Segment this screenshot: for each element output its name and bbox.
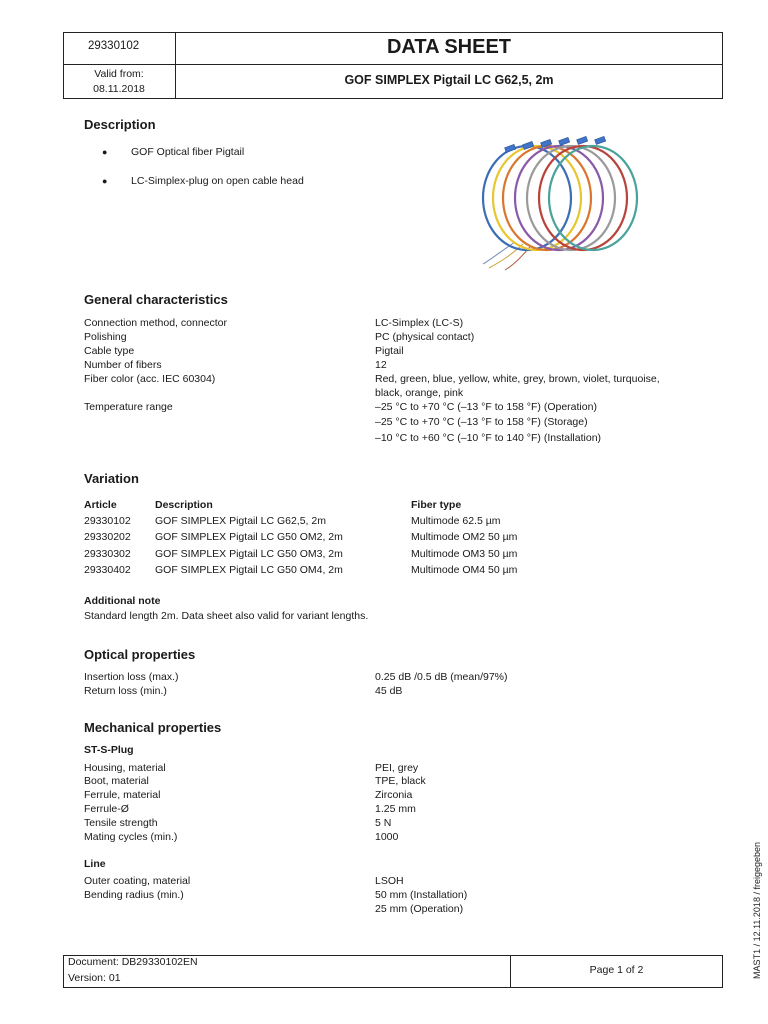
property-value: –25 °C to +70 °C (–13 °F to 158 °F) (Storage) bbox=[375, 416, 588, 428]
variant-fiber-type: Multimode OM4 50 µm bbox=[411, 564, 518, 576]
additional-note-text: Standard length 2m. Data sheet also valid for variant lengths. bbox=[84, 610, 369, 622]
property-label: Return loss (min.) bbox=[84, 685, 167, 697]
column-header-description: Description bbox=[155, 499, 213, 511]
property-value: 25 mm (Operation) bbox=[375, 903, 464, 915]
property-value: 50 mm (Installation) bbox=[375, 889, 468, 901]
section-heading-optical: Optical properties bbox=[84, 647, 196, 662]
product-name: GOF SIMPLEX Pigtail LC G62,5, 2m bbox=[344, 73, 554, 87]
property-value: PC (physical contact) bbox=[375, 331, 475, 343]
fiber-coil bbox=[503, 146, 591, 250]
property-label: Number of fibers bbox=[84, 359, 162, 371]
property-value: 1.25 mm bbox=[375, 803, 416, 815]
fiber-pigtail-image bbox=[475, 132, 645, 272]
variant-description: GOF SIMPLEX Pigtail LC G62,5, 2m bbox=[155, 515, 326, 527]
document-version: Version: 01 bbox=[68, 972, 121, 984]
section-heading-general: General characteristics bbox=[84, 292, 228, 307]
property-label: Outer coating, material bbox=[84, 875, 191, 887]
article-number: 29330102 bbox=[88, 40, 140, 52]
lc-connector bbox=[505, 144, 516, 152]
variant-fiber-type: Multimode OM2 50 µm bbox=[411, 531, 518, 543]
property-value: 12 bbox=[375, 359, 387, 371]
property-label: Mating cycles (min.) bbox=[84, 831, 178, 843]
additional-note-heading: Additional note bbox=[84, 595, 161, 607]
property-value: 45 dB bbox=[375, 685, 403, 697]
lc-connector bbox=[595, 136, 606, 144]
valid-from-label: Valid from: bbox=[94, 68, 144, 80]
variant-description: GOF SIMPLEX Pigtail LC G50 OM4, 2m bbox=[155, 564, 343, 576]
description-bullet: GOF Optical fiber Pigtail bbox=[131, 146, 245, 158]
property-label: Ferrule-Ø bbox=[84, 803, 129, 815]
property-label: Polishing bbox=[84, 331, 127, 343]
valid-from-date: 08.11.2018 bbox=[93, 83, 145, 95]
property-label: Connection method, connector bbox=[84, 317, 228, 329]
property-value: Pigtail bbox=[375, 345, 404, 357]
variant-description: GOF SIMPLEX Pigtail LC G50 OM2, 2m bbox=[155, 531, 343, 543]
fiber-coil bbox=[493, 146, 581, 250]
variant-article: 29330102 bbox=[84, 515, 131, 527]
property-value: Zirconia bbox=[375, 789, 413, 801]
bullet-icon: ● bbox=[102, 147, 108, 157]
property-value: 0.25 dB /0.5 dB (mean/97%) bbox=[375, 671, 508, 683]
column-header-fiber-type: Fiber type bbox=[411, 499, 462, 511]
variant-article: 29330302 bbox=[84, 548, 131, 560]
property-value: –25 °C to +70 °C (–13 °F to 158 °F) (Operation) bbox=[375, 401, 597, 413]
property-value: LC-Simplex (LC-S) bbox=[375, 317, 464, 329]
description-bullet: LC-Simplex-plug on open cable head bbox=[131, 175, 304, 187]
property-value: 5 N bbox=[375, 817, 392, 829]
header-divider-horizontal bbox=[63, 64, 723, 65]
variant-fiber-type: Multimode OM3 50 µm bbox=[411, 548, 518, 560]
lc-connector bbox=[577, 136, 588, 144]
property-value: PEI, grey bbox=[375, 762, 419, 774]
property-value: LSOH bbox=[375, 875, 404, 887]
variant-article: 29330402 bbox=[84, 564, 131, 576]
property-value: 1000 bbox=[375, 831, 399, 843]
lc-connector bbox=[559, 137, 570, 145]
property-label: Ferrule, material bbox=[84, 789, 161, 801]
property-value: TPE, black bbox=[375, 775, 426, 787]
property-label: Fiber color (acc. IEC 60304) bbox=[84, 373, 216, 385]
variant-description: GOF SIMPLEX Pigtail LC G50 OM3, 2m bbox=[155, 548, 343, 560]
subsection-heading-plug: ST-S-Plug bbox=[84, 744, 134, 756]
property-label: Housing, material bbox=[84, 762, 166, 774]
subsection-heading-line: Line bbox=[84, 858, 106, 870]
variant-article: 29330202 bbox=[84, 531, 131, 543]
section-heading-variation: Variation bbox=[84, 471, 139, 486]
property-value: black, orange, pink bbox=[375, 387, 464, 399]
document-title: DATA SHEET bbox=[386, 36, 512, 58]
bullet-icon: ● bbox=[102, 176, 108, 186]
fiber-coil bbox=[539, 146, 627, 250]
property-label: Boot, material bbox=[84, 775, 149, 787]
fiber-coil bbox=[549, 146, 637, 250]
document-number: Document: DB29330102EN bbox=[68, 956, 198, 968]
section-heading-mechanical: Mechanical properties bbox=[84, 720, 222, 735]
property-label: Cable type bbox=[84, 345, 135, 357]
section-heading-description: Description bbox=[84, 117, 156, 132]
property-label: Temperature range bbox=[84, 401, 173, 413]
variant-fiber-type: Multimode 62.5 µm bbox=[411, 515, 501, 527]
property-label: Tensile strength bbox=[84, 817, 158, 829]
page-number: Page 1 of 2 bbox=[589, 964, 644, 976]
property-label: Insertion loss (max.) bbox=[84, 671, 179, 683]
property-value: Red, green, blue, yellow, white, grey, brown, violet, turquoise, bbox=[375, 373, 660, 385]
property-label: Bending radius (min.) bbox=[84, 889, 184, 901]
column-header-article: Article bbox=[84, 499, 117, 511]
property-value: –10 °C to +60 °C (–10 °F to 140 °F) (Installation) bbox=[375, 432, 602, 444]
release-stamp: MAST1 / 12.11.2018 / freigegeben bbox=[752, 842, 762, 979]
